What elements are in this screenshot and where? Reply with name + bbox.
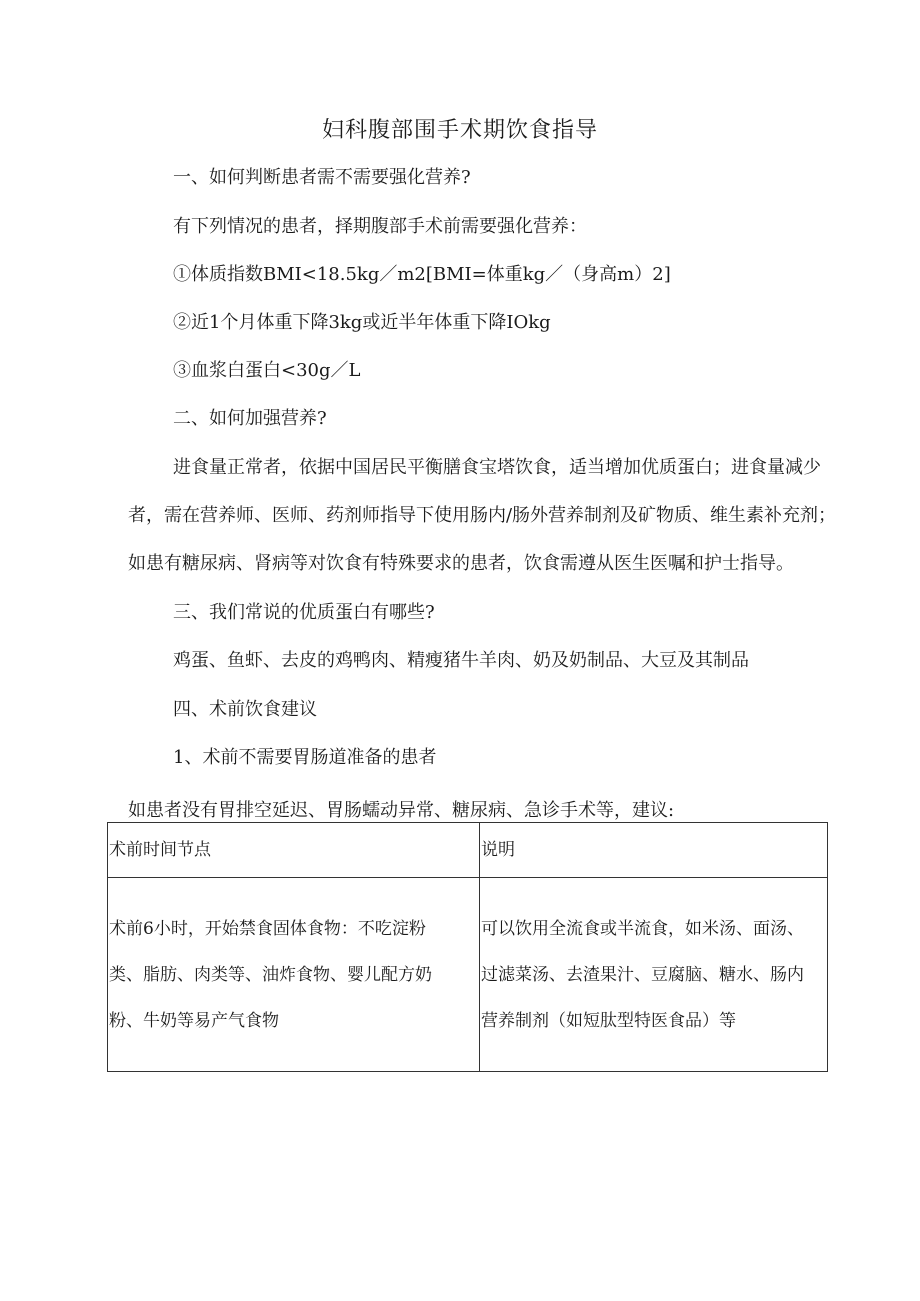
section-1-heading: 一、如何判断患者需不需要强化营养?	[173, 167, 471, 188]
preop-diet-table	[107, 822, 828, 1072]
table-cell-note-line-2: 过滤菜汤、去渣果汁、豆腐脑、糖水、肠内	[481, 964, 804, 985]
section-4-line-1: 1、术前不需要胃肠道准备的患者	[173, 747, 437, 768]
section-3-line-1: 鸡蛋、鱼虾、去皮的鸡鸭肉、精瘦猪牛羊肉、奶及奶制品、大豆及其制品	[173, 650, 749, 671]
table-header-row	[108, 823, 828, 878]
document-title: 妇科腹部围手术期饮食指导	[321, 118, 598, 143]
table-cell-note-line-3: 营养制剂（如短肽型特医食品）等	[481, 1010, 736, 1031]
section-1-line-3: ②近1个月体重下降3kg或近半年体重下降IOkg	[173, 312, 551, 333]
table-cell-note	[480, 878, 828, 1072]
section-4-line-2: 如患者没有胃排空延迟、胃肠蠕动异常、糖尿病、急诊手术等，建议:	[128, 800, 675, 821]
table-header-note: 说明	[480, 823, 828, 878]
table-header-time: 术前时间节点	[108, 823, 480, 878]
section-2-heading: 二、如何加强营养?	[173, 408, 327, 429]
table-cell-note-line-1: 可以饮用全流食或半流食，如米汤、面汤、	[481, 918, 804, 939]
section-1-line-2: ①体质指数BMI<18.5kg／m2[BMI=体重kg／（身高m）2]	[173, 264, 671, 285]
table-cell-time-line-1: 术前6小时，开始禁食固体食物：不吃淀粉	[109, 918, 426, 939]
table-row	[108, 878, 828, 1072]
section-4-heading: 四、术前饮食建议	[173, 699, 317, 720]
section-1-line-4: ③血浆白蛋白<30g／L	[173, 360, 361, 381]
section-3-heading: 三、我们常说的优质蛋白有哪些?	[173, 602, 435, 623]
table-cell-time	[108, 878, 480, 1072]
table-cell-time-line-2: 类、脂肪、肉类等、油炸食物、婴儿配方奶	[109, 964, 432, 985]
section-2-line-2: 者，需在营养师、医师、药剂师指导下使用肠内/肠外营养制剂及矿物质、维生素补充剂；	[128, 505, 837, 526]
section-2-line-1: 进食量正常者，依据中国居民平衡膳食宝塔饮食，适当增加优质蛋白；进食量减少	[173, 457, 821, 478]
section-2-line-3: 如患有糖尿病、肾病等对饮食有特殊要求的患者，饮食需遵从医生医嘱和护士指导。	[128, 553, 794, 574]
table-cell-time-line-3: 粉、牛奶等易产气食物	[109, 1010, 279, 1031]
section-1-line-1: 有下列情况的患者，择期腹部手术前需要强化营养：	[173, 216, 587, 237]
